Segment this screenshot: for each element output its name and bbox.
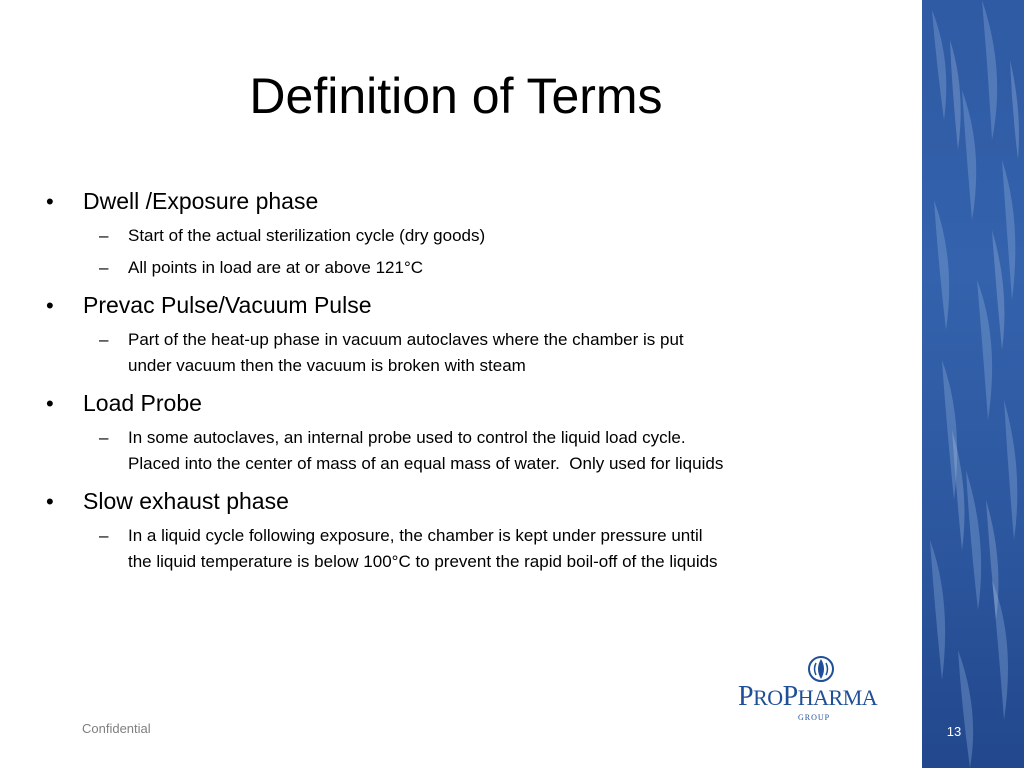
logo-wordmark: PROPHARMA — [738, 681, 878, 712]
bullet-text: Prevac Pulse/Vacuum Pulse — [83, 292, 372, 318]
bullet-text: Load Probe — [83, 390, 202, 416]
bullet-marker: • — [46, 293, 54, 318]
bullet-list — [46, 186, 886, 575]
bullet-item — [46, 290, 886, 321]
bullet-item — [46, 486, 886, 517]
sub-bullet-item — [46, 425, 886, 477]
bullet-text: Slow exhaust phase — [83, 488, 289, 514]
sub-bullet-item — [46, 255, 886, 281]
dash-marker: – — [99, 258, 109, 277]
bullet-item — [46, 186, 886, 217]
bullet-item — [46, 388, 886, 419]
sub-bullet-text: All points in load are at or above 121°C — [128, 258, 424, 277]
dash-marker: – — [99, 330, 109, 349]
bullet-marker: • — [46, 189, 54, 214]
sub-bullet-text-line-1: Part of the heat-up phase in vacuum autoclaves where the chamber is put — [128, 330, 684, 349]
sub-bullet-text-line-2: under vacuum then the vacuum is broken with steam — [128, 356, 526, 375]
dash-marker: – — [99, 526, 109, 545]
dash-marker: – — [99, 226, 109, 245]
sub-bullet-item — [46, 523, 886, 575]
propharma-logo-icon — [808, 655, 834, 683]
page-number: 13 — [946, 724, 962, 739]
footer-confidential: Confidential — [82, 721, 151, 736]
sub-bullet-text: Start of the actual sterilization cycle (dry goods) — [128, 226, 486, 245]
sub-bullet-item — [46, 327, 886, 379]
bullet-marker: • — [46, 489, 54, 514]
bullet-text: Dwell /Exposure phase — [83, 188, 319, 214]
streak-pattern — [922, 0, 1024, 768]
bullet-marker: • — [46, 391, 54, 416]
sub-bullet-text-line-1: In some autoclaves, an internal probe used to control the liquid load cycle. — [128, 428, 686, 447]
dash-marker: – — [99, 428, 109, 447]
slide-title: Definition of Terms — [249, 68, 663, 124]
decorative-side-panel — [922, 0, 1024, 768]
company-logo — [734, 655, 906, 723]
logo-tagline: GROUP — [798, 713, 831, 722]
sub-bullet-item — [46, 223, 886, 249]
sub-bullet-text-line-2: Placed into the center of mass of an equal mass of water. Only used for liquids — [128, 454, 724, 473]
sub-bullet-text-line-2: the liquid temperature is below 100°C to prevent the rapid boil-off of the liquids — [128, 552, 718, 571]
sub-bullet-text-line-1: In a liquid cycle following exposure, the chamber is kept under pressure until — [128, 526, 703, 545]
